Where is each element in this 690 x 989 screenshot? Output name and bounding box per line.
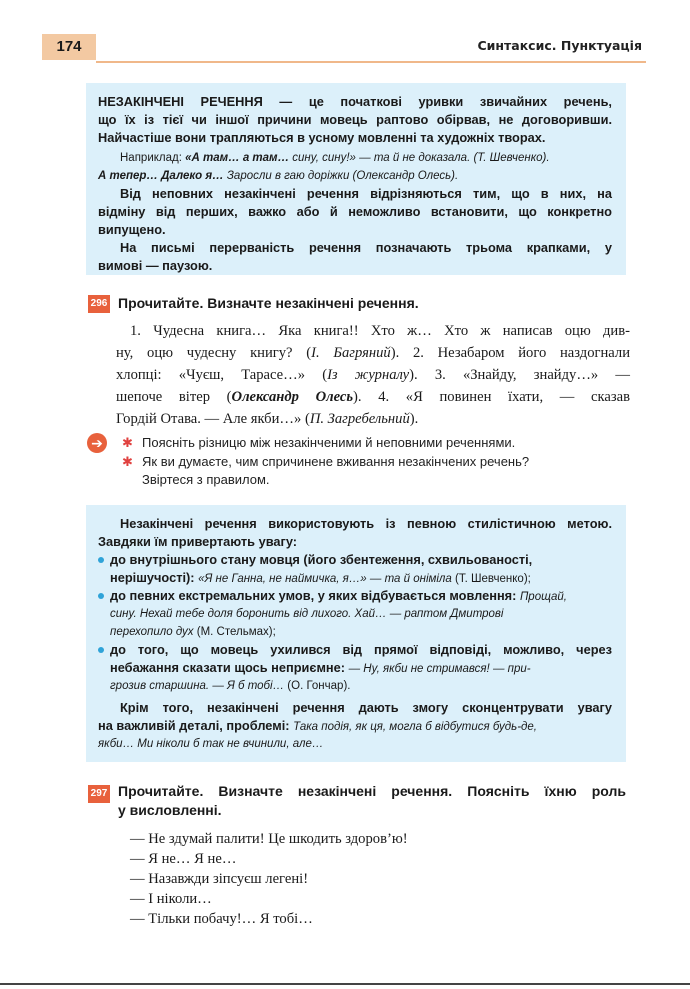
bullet-line bbox=[110, 659, 612, 678]
exercise-296-line bbox=[116, 408, 630, 430]
exercise-297-title: у висловленні. bbox=[118, 802, 222, 818]
bullet-line bbox=[110, 677, 612, 695]
rule-line: Від неповних незакінчені речення відрізняються тим, що в них, на bbox=[120, 186, 612, 201]
rule-line: На письмі перерваність речення позначають трьома крапками, у bbox=[120, 240, 612, 255]
author: (О. Гончар). bbox=[284, 680, 351, 692]
exercise-number-297: 297 bbox=[88, 785, 110, 803]
bullet-dot-icon bbox=[98, 647, 104, 653]
quote: «Я не Ганна, не наймичка, я…» — та й оніміла bbox=[198, 573, 452, 585]
dialogue-line: — Тільки побачу!… Я тобі… bbox=[130, 911, 313, 927]
text: хлопці: «Чуєш, Тарасе…» ( bbox=[116, 367, 328, 383]
dialogue-line: — Я не… Я не… bbox=[130, 851, 237, 867]
header-rule bbox=[96, 61, 646, 63]
text: на важливій деталі, проблемі: bbox=[98, 718, 294, 733]
page-header bbox=[0, 28, 690, 68]
quote: грозив старшина. — Я б тобі… bbox=[110, 680, 285, 692]
text: ). 2. Незабаром його наздогнали bbox=[390, 345, 631, 361]
quote: Така подія, як ця, могла б відбутися будь-де, bbox=[293, 721, 537, 733]
quote: перехопило дух bbox=[110, 626, 194, 638]
task-line: Як ви думаєте, чим спричинене вживання незакінчених речень? bbox=[142, 454, 530, 469]
rule-box-stylistic-use bbox=[86, 505, 626, 762]
text: ). bbox=[409, 411, 419, 427]
text: ). 4. «Я повинен їхати, — сказав bbox=[353, 389, 630, 405]
rule-line: випущено. bbox=[98, 222, 166, 237]
rule-line bbox=[98, 93, 612, 111]
exercise-296-line bbox=[116, 364, 630, 386]
rule-line: Найчастіше вони трапляються в усному мовленні та художніх творах. bbox=[98, 130, 546, 145]
example-line bbox=[98, 167, 612, 185]
author: П. Загребельний bbox=[309, 411, 410, 427]
asterisk-icon: ✱ bbox=[122, 454, 133, 469]
rule-line: Крім того, незакінчені речення дають змогу сконцентрувати увагу bbox=[120, 700, 612, 715]
exercise-297-title: Прочитайте. Визначте незакінчені речення. Поясніть їхню роль bbox=[118, 783, 626, 799]
text: Гордій Отава. — Але якби…» ( bbox=[116, 411, 310, 427]
quote: — Ну, якби не стримався! — при- bbox=[348, 663, 531, 675]
dialogue-line: — Не здумай палити! Це шкодить здоров’ю! bbox=[130, 831, 408, 847]
rule-line: Завдяки їм привертають увагу: bbox=[98, 534, 298, 549]
author: (Т. Шевченко); bbox=[451, 573, 531, 585]
rule-line bbox=[98, 717, 612, 736]
rule-box-incomplete-sentences bbox=[86, 83, 626, 275]
quote: Прощай, bbox=[519, 591, 567, 603]
example-text: сину, сину!» — та й не доказала. (Т. Шевченко). bbox=[289, 152, 550, 164]
example-bold: А тепер… Далеко я… bbox=[98, 170, 224, 182]
example-text: Заросли в гаю доріжки (Олександр Олесь). bbox=[223, 170, 459, 182]
bullet-line bbox=[110, 569, 612, 588]
author: І. Багряний bbox=[311, 345, 391, 361]
rule-line: якби… Ми ніколи б так не вчинили, але… bbox=[98, 738, 324, 750]
exercise-number-296: 296 bbox=[88, 295, 110, 313]
bottom-rule bbox=[0, 983, 690, 985]
task-line: Звіртеся з правилом. bbox=[142, 472, 270, 487]
rule-text: — це початкові уривки звичайних речень, bbox=[262, 94, 612, 109]
dialogue-line: — Назавжди зіпсуєш легені! bbox=[130, 871, 309, 887]
arrow-right-icon: ➔ bbox=[87, 433, 107, 453]
text: нерішучості): bbox=[110, 570, 199, 585]
text: небажання сказати щось неприємне: bbox=[110, 660, 349, 675]
source: Із журналу bbox=[327, 367, 410, 383]
example-line bbox=[120, 149, 612, 167]
asterisk-icon: ✱ bbox=[122, 435, 133, 450]
example-intro: Наприклад: bbox=[120, 152, 186, 164]
bullet-line: до того, що мовець ухилився від прямої відповіді, можливо, через bbox=[110, 642, 612, 657]
task-line: Поясніть різницю між незакінченими й неповними реченнями. bbox=[142, 435, 516, 450]
exercise-296-line: 1. Чудесна книга… Яка книга!! Хто ж… Хто ж написав оцю див- bbox=[130, 323, 630, 339]
text: до певних екстремальних умов, у яких відбувається мовлення: bbox=[110, 588, 520, 603]
bullet-line: до внутрішнього стану мовця (його збентеження, схвильованості, bbox=[110, 552, 533, 567]
exercise-296-line bbox=[116, 342, 630, 364]
page-number: 174 bbox=[42, 34, 96, 60]
bullet-line bbox=[110, 587, 612, 606]
rule-line: вимові — паузою. bbox=[98, 258, 213, 273]
rule-line: Незакінчені речення використовують із певною стилістичною метою. bbox=[120, 516, 612, 531]
text: ну, оцю чудесну книгу? ( bbox=[116, 345, 312, 361]
text: шепоче вітер ( bbox=[116, 389, 232, 405]
rule-line: відміну від перших, важко або й неможливо встановити, що конкретно bbox=[98, 204, 612, 219]
author: (М. Стельмах); bbox=[193, 626, 276, 638]
bullet-line: сину. Нехай тебе доля боронить від лихого. Хай… — раптом Дмитрові bbox=[110, 608, 504, 620]
bullet-dot-icon bbox=[98, 593, 104, 599]
exercise-296-title: Прочитайте. Визначте незакінчені речення. bbox=[118, 295, 419, 311]
text: ). 3. «Знайду, знайду…» — bbox=[409, 367, 630, 383]
rule-term: НЕЗАКІНЧЕНІ РЕЧЕННЯ bbox=[98, 94, 263, 109]
exercise-296-line bbox=[116, 386, 630, 408]
running-head: Синтаксис. Пунктуація bbox=[477, 38, 642, 53]
example-bold: «А там… а там… bbox=[185, 152, 290, 164]
rule-line: що їх із тієї чи іншої причини мовець раптово обірвав, не договоривши. bbox=[98, 112, 612, 127]
bullet-dot-icon bbox=[98, 557, 104, 563]
bullet-line bbox=[110, 623, 612, 641]
author: Олександр Олесь bbox=[231, 389, 354, 405]
dialogue-line: — І ніколи… bbox=[130, 891, 212, 907]
